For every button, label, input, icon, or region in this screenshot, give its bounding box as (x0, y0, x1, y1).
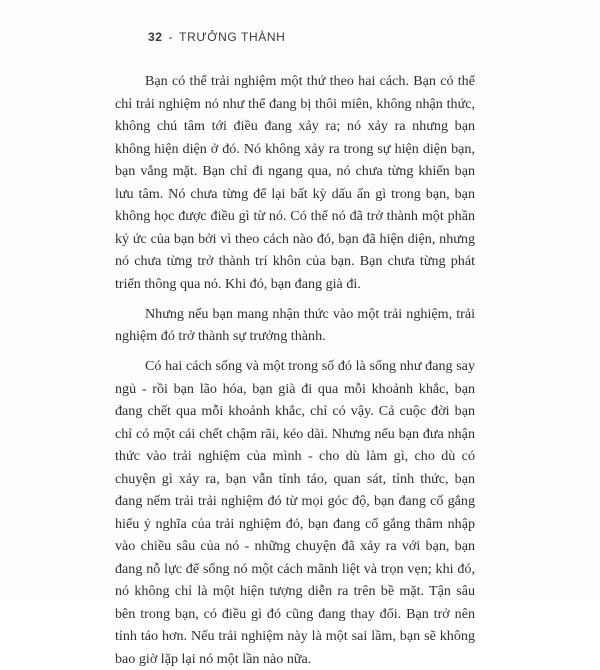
running-head-separator: - (168, 30, 174, 44)
page-number: 32 (148, 30, 163, 44)
running-head (148, 30, 285, 44)
body-text (115, 70, 475, 670)
paragraph: Bạn có thể trải nghiệm một thứ theo hai cách. Bạn có thể chỉ trải nghiệm nó như thể đang bị thôi miên, không nhận thức, không chú tâm tới điều đang xảy ra; nó xảy ra nhưng bạn không hiện diện ở đó. Nó không xảy ra trong sự hiện diện bạn, bạn vắng mặt. Bạn chỉ đi ngang qua, nó chưa từng khiến bạn lưu tâm. Nó chưa từng để lại bất kỳ dấu ấn gì trong bạn, bạn không học được điều gì từ nó. Có thể nó đã trở thành một phần ký ức của bạn bởi vì theo cách nào đó, bạn đã hiện diện, nhưng nó chưa từng trở thành trí khôn của bạn. Bạn chưa từng phát triển thông qua nó. Khi đó, bạn đang già đi. (115, 73, 475, 292)
chapter-title: TRƯỞNG THÀNH (179, 30, 286, 44)
paragraph: Có hai cách sống và một trong số đó là sống như đang say ngủ - rồi bạn lão hóa, bạn già đi qua mỗi khoảnh khắc, bạn đang chết qua mỗi khoảnh khắc, chỉ có vậy. Cả cuộc đời bạn chỉ có một cái chết chậm rãi, kéo dài. Nhưng nếu bạn đưa nhận thức vào trải nghiệm của mình - cho dù làm gì, cho dù có chuyện gì xảy ra, bạn vẫn tỉnh táo, quan sát, tỉnh thức, bạn đang nếm trải trải nghiệm đó từ mọi góc độ, bạn đang cố gắng hiểu ý nghĩa của trải nghiệm đó, bạn đang cố gắng thâm nhập vào chiều sâu của nó - những chuyện đã xảy ra với bạn, bạn đang nỗ lực để sống nó một cách mãnh liệt và trọn vẹn; khi đó, nó không chỉ là một hiện tượng diễn ra trên bề mặt. Tận sâu bên trong bạn, có điều gì đó cũng đang thay đổi. Bạn trở nên tỉnh táo hơn. Nếu trải nghiệm này là một sai lầm, bạn sẽ không bao giờ lặp lại nó một lần nào nữa. (115, 358, 475, 667)
paragraph: Nhưng nếu bạn mang nhận thức vào một trải nghiệm, trải nghiệm đó trở thành sự trưởng thành. (115, 305, 475, 344)
